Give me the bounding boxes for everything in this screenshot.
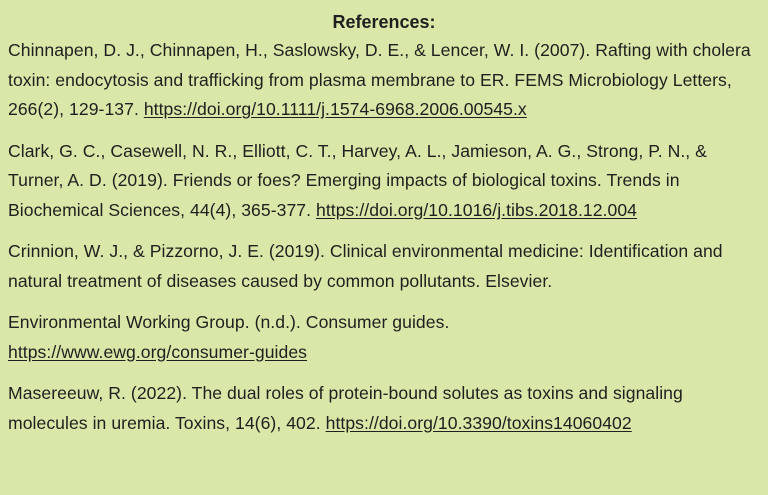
reference-text: Clark, G. C., Casewell, N. R., Elliott, C. T., Harvey, A. L., Jamieson, A. G., Strong, P. N., & Turner, A. D. (2019). Friends or foes? Emerging impacts of biological toxins. Trends in Biochemical Sciences, 44(4), 365-377. xyxy=(8,140,707,220)
reference-item-clark xyxy=(8,137,760,226)
references-heading: References: xyxy=(332,12,436,32)
reference-doi-link[interactable]: https://doi.org/10.1111/j.1574-6968.2006.00545.x xyxy=(143,99,527,119)
reference-text: Masereeuw, R. (2022). The dual roles of protein-bound solutes as toxins and signaling molecules in uremia. Toxins, 14(6), 402. xyxy=(8,383,683,433)
reference-item-chinnapen xyxy=(8,36,760,125)
reference-item-masereeuw xyxy=(8,379,760,438)
reference-doi-link[interactable]: https://doi.org/10.3390/toxins14060402 xyxy=(325,412,632,433)
reference-text: Crinnion, W. J., & Pizzorno, J. E. (2019). Clinical environmental medicine: Identification and natural treatment of diseases caused by common pollutants. Elsevier. xyxy=(8,241,723,291)
reference-doi-link[interactable]: https://doi.org/10.1016/j.tibs.2018.12.004 xyxy=(316,199,637,220)
reference-text: Environmental Working Group. (n.d.). Consumer guides. xyxy=(8,312,450,332)
reference-text: Chinnapen, D. J., Chinnapen, H., Saslowsky, D. E., & Lencer, W. I. (2007). Rafting with cholera toxin: endocytosis and trafficking from plasma membrane to ER. FEMS Microbiology Letters, 266(2), 129-137. xyxy=(8,40,751,119)
reference-web-link[interactable]: https://www.ewg.org/consumer-guides xyxy=(8,341,308,362)
reference-item-crinnion xyxy=(8,237,760,296)
reference-item-ewg xyxy=(8,308,760,367)
